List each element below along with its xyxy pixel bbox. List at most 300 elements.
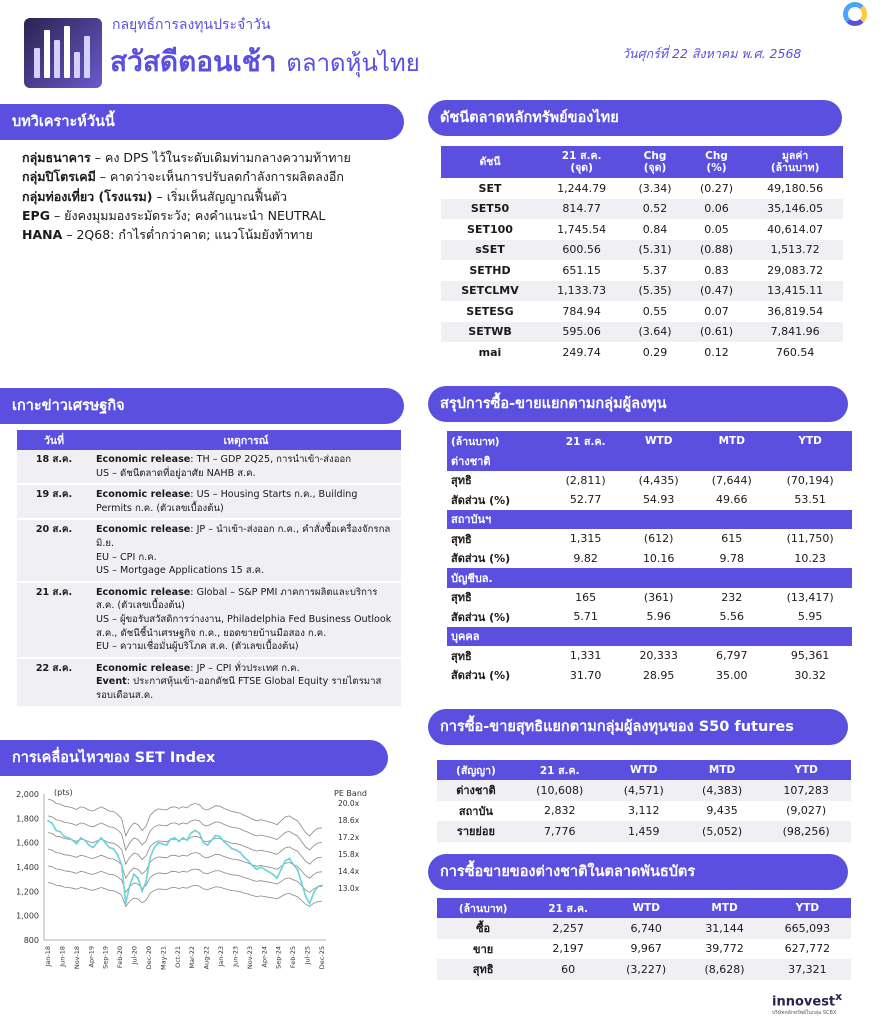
net-value: 95,361	[790, 649, 830, 663]
table-cell: 2,832	[543, 804, 576, 818]
share-value: 53.51	[794, 493, 826, 507]
set-index-point	[178, 841, 180, 843]
table-cell: 40,614.07	[767, 222, 824, 236]
x-tick-label: Oct-21	[173, 946, 182, 968]
set-index-point	[51, 822, 53, 824]
event-desc	[91, 519, 401, 581]
set-index-point	[72, 839, 74, 841]
table-header: Chg (จุด)	[624, 146, 685, 178]
table-cell: 1,459	[605, 821, 683, 842]
set-index-point	[84, 839, 86, 841]
table-cell: (5,052)	[683, 821, 761, 842]
net-value: 232	[721, 590, 743, 604]
net-value: (70,194)	[786, 473, 834, 487]
table-row	[441, 281, 843, 302]
table-cell: (0.61)	[686, 322, 747, 343]
table-cell: (5.31)	[624, 240, 685, 261]
table-cell: 13,415.11	[747, 281, 843, 302]
net-label: สุทธิ	[451, 649, 472, 663]
table-cell: (10,608)	[515, 780, 605, 801]
group-filler	[695, 627, 768, 647]
event-line: Economic release: JP – CPI ทั่วประเทศ ก.ค.	[96, 662, 300, 674]
set-index-point	[239, 852, 241, 854]
table-row	[441, 301, 843, 322]
share-value: 9.82	[573, 551, 598, 565]
table-cell: (0.27)	[699, 181, 734, 195]
x-tick-label: Sep-24	[274, 946, 283, 969]
pe-band-label: 17.2x	[338, 833, 360, 842]
table-cell: 2,257	[529, 918, 607, 939]
analysis-item: HANA – 2Q68: กำไรต่ำกว่าคาด; แนวโน้มยังท้าทาย	[22, 227, 313, 243]
futures-table	[437, 760, 851, 842]
table-cell: 595.06	[539, 322, 624, 343]
net-value: (11,750)	[786, 532, 834, 546]
table-cell: 7,776	[515, 821, 605, 842]
table-header: WTD	[607, 898, 685, 918]
table-row	[441, 260, 843, 281]
table-cell: 760.54	[775, 345, 815, 359]
econ-table	[17, 430, 401, 708]
table-row	[441, 322, 843, 343]
set-index-point	[113, 848, 115, 850]
chart-section-title: การเคลื่อนไหวของ SET Index	[0, 740, 388, 776]
table-cell: 0.84	[642, 222, 668, 236]
table-cell: 627,772	[784, 942, 831, 956]
set-index-point	[80, 837, 82, 839]
table-cell: ขาย	[473, 942, 494, 956]
table-cell: 107,283	[761, 780, 851, 801]
set-index-point	[317, 886, 319, 888]
x-tick-label: Aug-22	[202, 946, 211, 970]
event-line: Economic release: US – Housing Starts ก.ค., Building Permits ก.ค. (ตัวเลขเบื้องต้น)	[96, 489, 358, 514]
x-tick-label: Dec-25	[318, 946, 326, 970]
net-value: (7,644)	[711, 473, 752, 487]
bonds-table	[437, 898, 851, 980]
event-desc	[91, 658, 401, 707]
table-cell: 0.07	[704, 304, 729, 318]
index-section-title: ดัชนีตลาดหลักทรัพย์ของไทย	[428, 100, 842, 136]
table-cell: (4,383)	[683, 780, 761, 801]
share-value: 9.78	[719, 551, 744, 565]
table-header: วันที่	[17, 430, 91, 450]
event-date: 20 ส.ค.	[17, 519, 91, 581]
group-filler	[768, 510, 852, 530]
table-cell: 784.94	[562, 304, 601, 318]
pe-band-line	[48, 799, 322, 836]
table-cell: SETESG	[466, 304, 514, 318]
table-cell: SET50	[441, 199, 539, 220]
table-header: MTD	[685, 898, 763, 918]
table-cell: (9,027)	[786, 804, 827, 818]
share-value: 5.95	[797, 610, 823, 624]
set-index-point	[297, 869, 299, 871]
net-value: (4,435)	[638, 473, 679, 487]
event-date: 18 ส.ค.	[17, 450, 91, 484]
set-index-point	[260, 866, 262, 868]
share-value: 35.00	[716, 668, 748, 682]
table-header: ดัชนี	[441, 146, 539, 178]
set-index-point	[55, 830, 57, 832]
net-value: 6,797	[716, 649, 748, 663]
y-tick-label: 1,800	[16, 814, 39, 824]
y-tick-label: 800	[23, 936, 39, 945]
y-axis-label: (pts)	[54, 788, 73, 797]
set-index-point	[211, 839, 213, 841]
table-cell: 0.55	[642, 304, 668, 318]
set-index-point	[125, 903, 127, 905]
table-cell: SETHD	[469, 263, 511, 277]
index-table	[441, 146, 843, 363]
group-filler	[549, 510, 622, 530]
table-cell: รายย่อย	[437, 821, 515, 842]
group-filler	[622, 451, 695, 471]
analysis-item: กลุ่มปิโตรเคมี – คาดว่าจะเห็นการปรับลดกำลังการผลิตลงอีก	[22, 169, 344, 185]
investor-group: บัญชีบล.	[447, 568, 549, 588]
set-index-point	[231, 848, 233, 850]
analysis-item: กลุ่มธนาคาร – คง DPS ไว้ในระดับเดิมท่ามกลางความท้าทาย	[22, 150, 351, 165]
table-cell: สุทธิ	[437, 959, 529, 980]
set-index-point	[243, 856, 245, 858]
group-filler	[768, 451, 852, 471]
share-label: สัดส่วน (%)	[451, 493, 511, 507]
table-cell: SETWB	[441, 322, 539, 343]
table-cell: 665,093	[764, 918, 851, 939]
set-index-point	[309, 903, 311, 905]
x-tick-label: Dec-20	[144, 946, 153, 970]
event-date: 22 ส.ค.	[17, 658, 91, 707]
group-filler	[695, 568, 768, 588]
share-value: 54.93	[642, 493, 675, 507]
set-index-point	[194, 830, 196, 832]
set-index-point	[276, 877, 278, 879]
investor-group: ต่างชาติ	[447, 451, 549, 471]
x-tick-label: Feb-20	[116, 946, 125, 969]
table-cell: mai	[478, 345, 502, 359]
x-tick-label: May-21	[159, 946, 168, 970]
event-line: Economic release: Global – S&P PMI ภาคการผลิตและบริการ ส.ค. (ตัวเลขเบื้องต้น)	[96, 586, 378, 612]
set-index-point	[186, 839, 188, 841]
set-index-point	[305, 895, 307, 897]
event-line: Economic release: TH – GDP 2Q25, การนำเข้า-ส่งออก	[96, 454, 352, 465]
set-index-point	[215, 834, 217, 836]
group-filler	[695, 510, 768, 530]
set-index-point	[219, 836, 221, 838]
net-value: 615	[721, 532, 743, 546]
share-value: 5.56	[719, 610, 744, 624]
table-header: MTD	[695, 431, 768, 451]
pe-band-label: 14.4x	[338, 867, 360, 876]
x-tick-label: Sep-19	[101, 946, 110, 969]
pe-band-line	[48, 833, 322, 865]
share-value: 5.71	[573, 610, 598, 624]
table-cell: 31,144	[685, 918, 763, 939]
table-cell: 651.15	[562, 263, 601, 277]
table-header: เหตุการณ์	[91, 430, 401, 450]
investor-group: สถาบันฯ	[447, 510, 549, 530]
set-index-point	[129, 884, 131, 886]
set-index-point	[272, 873, 274, 875]
table-row	[17, 582, 401, 658]
table-header: Chg (%)	[686, 146, 747, 178]
event-line: US – ดัชนีตลาดที่อยู่อาศัย NAHB ส.ค.	[96, 467, 256, 479]
set-index-point	[252, 865, 254, 867]
table-row	[437, 780, 851, 801]
set-index-point	[203, 842, 205, 844]
table-cell: 0.83	[704, 263, 729, 277]
set-index-point	[145, 881, 147, 883]
table-row	[441, 342, 843, 363]
share-value: 30.32	[794, 668, 826, 682]
report-date: วันศุกร์ที่ 22 สิงหาคม พ.ศ. 2568	[622, 46, 802, 61]
table-header: มูลค่า (ล้านบาท)	[747, 146, 843, 178]
event-date: 21 ส.ค.	[17, 582, 91, 658]
pe-band-label: 20.0x	[338, 799, 360, 808]
group-filler	[768, 568, 852, 588]
table-cell: (5.35)	[624, 281, 685, 302]
net-label: สุทธิ	[451, 591, 472, 605]
share-label: สัดส่วน (%)	[451, 610, 511, 624]
y-tick-label: 2,000	[16, 790, 39, 799]
legend-title: PE Band	[334, 789, 367, 798]
set-index-point	[59, 831, 61, 833]
table-cell: 39,772	[705, 942, 744, 956]
table-header: (ล้านบาท)	[447, 431, 549, 451]
y-tick-label: 1,000	[16, 911, 39, 921]
pe-band-line	[48, 883, 322, 907]
table-cell: 3,112	[627, 804, 660, 818]
table-row	[17, 658, 401, 707]
table-row	[441, 199, 843, 220]
table-cell: (0.47)	[686, 281, 747, 302]
set-index-point	[207, 844, 209, 846]
share-value: 28.95	[642, 668, 675, 682]
table-cell: (8,628)	[685, 959, 763, 980]
net-label: สุทธิ	[451, 474, 472, 488]
set-index-point	[170, 838, 172, 840]
share-label: สัดส่วน (%)	[451, 669, 511, 683]
set-index-chart	[6, 778, 386, 988]
net-value: (2,811)	[565, 473, 606, 487]
set-index-point	[149, 856, 151, 858]
bonds-section-title: การซื้อขายของต่างชาติในตลาดพันธบัตร	[428, 854, 848, 890]
table-row	[437, 918, 851, 939]
table-cell: สถาบัน	[458, 804, 493, 818]
set-index-point	[68, 837, 70, 839]
set-index-point	[158, 842, 160, 844]
table-cell: 9,435	[706, 804, 738, 818]
table-cell: SET100	[467, 222, 513, 236]
analysis-list	[22, 148, 422, 244]
table-cell: 37,321	[764, 959, 851, 980]
table-cell: 1,133.73	[539, 281, 624, 302]
set-index-point	[247, 860, 249, 862]
group-filler	[622, 627, 695, 647]
event-desc	[91, 450, 401, 484]
table-cell: (3.34)	[638, 181, 672, 195]
set-index-point	[63, 836, 65, 838]
table-cell: 35,146.05	[747, 199, 843, 220]
table-row	[437, 959, 851, 980]
set-index-point	[166, 844, 168, 846]
table-cell: SET	[478, 181, 502, 195]
table-header: (ล้านบาท)	[437, 898, 529, 918]
table-cell: 7,841.96	[747, 322, 843, 343]
set-index-point	[223, 841, 225, 843]
event-line: EU – ความเชื่อมั่นผู้บริโภค ส.ค. (ตัวเลขเบื้องต้น)	[96, 641, 299, 653]
investor-group: บุคคล	[447, 627, 549, 647]
table-cell: 5.37	[642, 263, 668, 277]
table-cell: 0.12	[704, 345, 729, 359]
table-row	[441, 240, 843, 261]
table-header: (สัญญา)	[437, 760, 515, 780]
table-header: YTD	[761, 760, 851, 780]
header-logo-image	[24, 18, 102, 88]
table-cell: ซื้อ	[437, 918, 529, 939]
set-index-line	[48, 821, 322, 904]
share-value: 52.77	[569, 493, 602, 507]
event-line: EU – CPI ก.ค.	[96, 551, 157, 563]
set-index-point	[268, 871, 270, 873]
table-cell: 1,745.54	[557, 222, 607, 236]
pe-band-label: 18.6x	[338, 816, 360, 825]
table-cell: 9,967	[630, 942, 662, 956]
table-header: 21 ส.ค.	[529, 898, 607, 918]
set-index-point	[182, 837, 184, 839]
table-cell: 0.06	[686, 199, 747, 220]
table-cell: 0.05	[704, 222, 729, 236]
table-cell: 600.56	[539, 240, 624, 261]
header-supertitle: กลยุทธ์การลงทุนประจำวัน	[112, 17, 271, 33]
set-index-point	[88, 844, 90, 846]
net-value: (13,417)	[786, 590, 834, 604]
set-index-point	[174, 837, 176, 839]
table-cell: 6,740	[607, 918, 685, 939]
x-tick-label: Apr-19	[87, 946, 96, 968]
set-index-point	[284, 860, 286, 862]
group-filler	[695, 451, 768, 471]
set-index-point	[92, 847, 94, 849]
set-index-point	[235, 849, 237, 851]
table-header: 21 ส.ค.	[549, 431, 622, 451]
table-cell: (4,571)	[605, 780, 683, 801]
set-index-point	[190, 832, 192, 834]
set-index-point	[47, 820, 49, 822]
x-tick-label: Jan-23	[217, 946, 226, 967]
set-index-point	[313, 892, 315, 894]
table-row	[441, 178, 843, 199]
table-row	[437, 801, 851, 822]
event-line: Economic release: JP – นำเข้า-ส่งออก ก.ค., คำสั่งซื้อเครื่องจักรกล มิ.ย.	[96, 524, 391, 549]
net-value: 1,331	[569, 649, 602, 663]
set-index-point	[288, 858, 290, 860]
set-index-point	[121, 864, 123, 866]
table-cell: 49,180.56	[767, 181, 824, 195]
investor-table	[447, 431, 852, 685]
x-tick-label: Feb-25	[289, 946, 298, 969]
set-index-point	[198, 832, 200, 834]
group-filler	[549, 451, 622, 471]
x-tick-label: Jun-18	[58, 946, 67, 967]
group-filler	[768, 627, 852, 647]
table-header: 21 ส.ค.	[515, 760, 605, 780]
table-row	[437, 821, 851, 842]
event-date: 19 ส.ค.	[17, 484, 91, 519]
x-tick-label: Nov-23	[245, 946, 254, 970]
set-index-point	[117, 854, 119, 856]
set-index-point	[301, 882, 303, 884]
net-label: สุทธิ	[451, 532, 472, 546]
set-index-point	[100, 837, 102, 839]
table-cell: 0.29	[642, 345, 668, 359]
set-index-point	[256, 869, 258, 871]
set-index-point	[153, 847, 155, 849]
table-cell: 1,244.79	[557, 181, 607, 195]
table-row	[17, 484, 401, 519]
event-desc	[91, 582, 401, 658]
pe-band-label: 15.8x	[338, 850, 360, 859]
table-cell: sSET	[441, 240, 539, 261]
net-value: (612)	[643, 532, 674, 546]
group-filler	[549, 627, 622, 647]
y-tick-label: 1,200	[16, 887, 39, 897]
x-tick-label: Nov-18	[72, 946, 81, 970]
x-tick-label: Jun-23	[231, 946, 240, 967]
econ-section-title: เกาะข่าวเศรษฐกิจ	[0, 388, 404, 424]
table-header: WTD	[605, 760, 683, 780]
x-tick-label: Mar-22	[188, 946, 197, 969]
table-header: YTD	[764, 898, 851, 918]
table-row	[17, 519, 401, 581]
set-index-point	[292, 864, 294, 866]
share-value: 49.66	[716, 493, 748, 507]
share-value: 5.96	[646, 610, 671, 624]
table-header: YTD	[768, 431, 852, 451]
set-index-point	[133, 873, 135, 875]
set-index-point	[104, 842, 106, 844]
event-line: Event: ประกาศหุ้นเข้า-ออกดัชนี FTSE Global Equity รายไตรมาสรอบเดือนส.ค.	[96, 676, 382, 701]
page-title: สวัสดีตอนเช้า ตลาดหุ้นไทย	[110, 45, 420, 78]
set-index-point	[141, 890, 143, 892]
net-value: 20,333	[639, 649, 678, 663]
x-tick-label: Jul-25	[303, 946, 312, 965]
set-index-point	[108, 847, 110, 849]
table-cell: 249.74	[562, 345, 601, 359]
investor-section-title: สรุปการซื้อ-ขายแยกตามกลุ่มผู้ลงทุน	[428, 386, 848, 422]
footer-logo: innovest$^x$ บริษัทหลักทรัพย์ในกลุ่ม SCBX	[772, 990, 843, 1017]
y-tick-label: 1,600	[16, 838, 39, 848]
net-value: 165	[575, 590, 597, 604]
table-cell: (0.88)	[686, 240, 747, 261]
table-header: 21 ส.ค. (จุด)	[539, 146, 624, 178]
pe-band-label: 13.0x	[338, 884, 360, 893]
x-tick-label: Apr-24	[260, 946, 269, 968]
table-cell: (3,227)	[607, 959, 685, 980]
table-cell: 60	[529, 959, 607, 980]
table-cell: 0.52	[624, 199, 685, 220]
table-cell: (3.64)	[624, 322, 685, 343]
share-value: 31.70	[569, 668, 602, 682]
futures-section-title: การซื้อ-ขายสุทธิแยกตามกลุ่มผู้ลงทุนของ S50 futures	[428, 709, 848, 745]
table-cell: 814.77	[539, 199, 624, 220]
set-index-point	[162, 843, 164, 845]
analysis-item: EPG – ยังคงมุมมองระมัดระวัง; คงคำแนะนำ NEUTRAL	[22, 207, 326, 223]
table-cell: 29,083.72	[767, 263, 824, 277]
set-index-point	[280, 869, 282, 871]
set-index-point	[137, 877, 139, 879]
event-desc	[91, 484, 401, 519]
group-filler	[549, 568, 622, 588]
table-cell: SETCLMV	[441, 281, 539, 302]
